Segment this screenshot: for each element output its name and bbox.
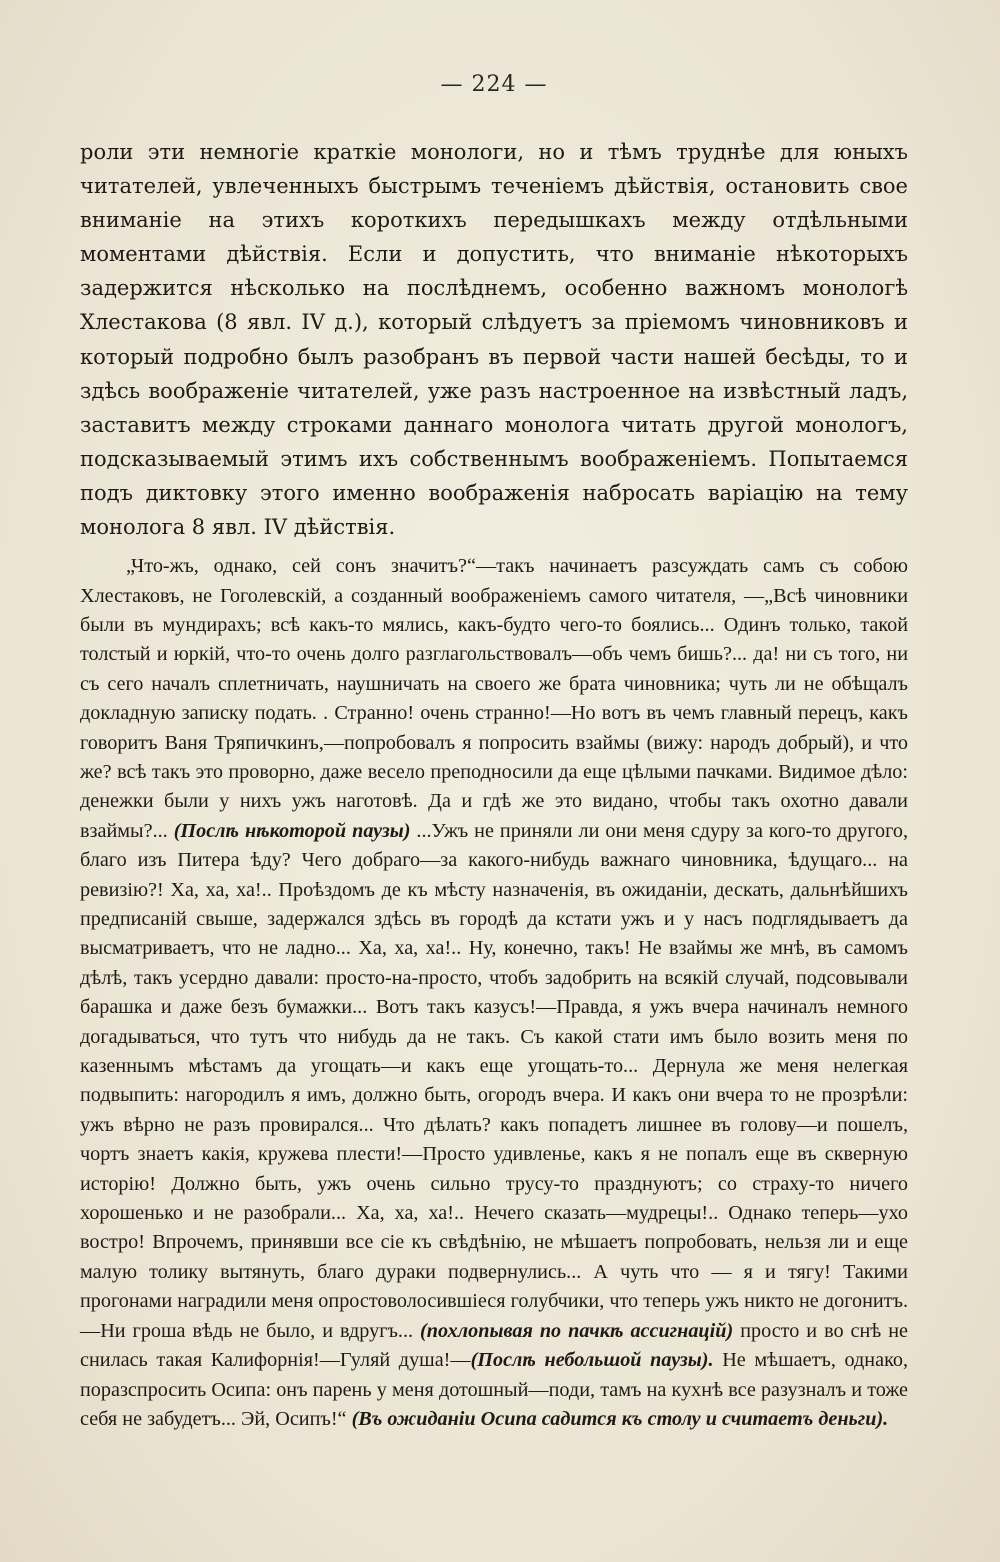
stage-remark-2: (похлопывая по пачкѣ ассигнацій) [420,1319,734,1342]
monologue-text-1: „Что-жъ, однако, сей сонъ значитъ?“—такъ начинаетъ разсуждать самъ съ собою Хлестаковъ, не Гоголевскій, а созданный воображеніемъ самого читателя, —„Всѣ чиновники были въ мундирахъ; всѣ какъ-то мялись, какъ-будто чего-то боялись... Одинъ только, такой толстый и юркій, что-то очень долго разглагольствовалъ—объ чемъ бишь?... да! ни съ того, ни съ сего началъ сплетничать, наушничать на своего же брата чиновника; чуть ли не обѣщалъ докладную записку подать. . Странно! очень странно!—Но вотъ въ чемъ главный перецъ, какъ говоритъ Ваня Тряпичкинъ,—попробовалъ я попросить взаймы (вижу: народъ добрый), и что же? всѣ такъ это проворно, даже весело преподносили да еще цѣлыми пачками. Видимое дѣло: денежки были у нихъ ужъ наготовѣ. Да и гдѣ же это видано, чтобы такъ охотно давали взаймы?... [80,555,908,842]
page-number: — 224 — [440,72,548,97]
monologue-text-4: Не мѣшаетъ, однако, поразспросить Осипа: онъ парень у меня дотошный—поди, тамъ на кухнѣ все разузналъ и тоже себя не забудетъ... Эй, Осипъ!“ [80,1349,908,1430]
monologue-text-2: ...Ужъ не приняли ли они меня сдуру за кого-то другого, благо изъ Питера ѣду? Чего добраго—за какого-нибудь важнаго чиновника, ѣдущаго... на ревизію?! Ха, ха, ха!.. Проѣздомъ де къ мѣсту назначенія, въ ожиданіи, дескать, дальнѣйшихъ предписаній свыше, задержался здѣсь въ городѣ да кстати ужъ и у насъ подглядываетъ да высматриваетъ, что не ладно... Ха, ха, ха!.. Ну, конечно, такъ! Не взаймы же мнѣ, въ самомъ дѣлѣ, такъ усердно давали: просто-на-просто, чтобъ задобрить на всякій случай, подсовывали барашка и даже безъ бумажки... Вотъ такъ казусъ!—Правда, я ужъ вчера начиналъ немного догадываться, что тутъ что нибудь да не такъ. Съ какой стати имъ было возить меня по казеннымъ мѣстамъ да угощать—и какъ еще угощать-то... Дернула же меня нелегкая подвыпить: нагородилъ я имъ, должно быть, огородъ вчера. И какъ они вчера то не прозрѣли: ужъ вѣрно не разъ провирался... Что дѣлать? какъ попадетъ лишнее въ голову—и пошелъ, чортъ знаетъ какія, кружева плести!—Просто удивленье, какъ я не попалъ еще въ скверную исторію! Должно быть, ужъ очень сильно трусу-то празднуютъ; со страху-то ничего хорошенько и не разобрали... Ха, ха, ха!.. Нечего сказать—мудрецы!.. Однако теперь—ухо востро! Впрочемъ, принявши все сіе къ свѣдѣнію, не мѣшаетъ попробовать, нельзя ли и еще малую толику вытянуть, благо дураки подвернулись... А чуть что — я и тягу! Такими прогонами наградили меня опростоволосившіеся голубчики, что теперь ужъ никто не догонитъ.—Ни гроша вѣдь не было, и вдругъ... [80,819,908,1342]
stage-remark-3: (Послѣ небольшой паузы). [470,1349,714,1372]
stage-remark-1: (Послѣ нѣкоторой паузы) [173,819,411,842]
lead-paragraph: роли эти немногіе краткіе монологи, но и тѣмъ труднѣе для юныхъ читателей, увлеченныхъ быстрымъ теченіемъ дѣйствія, остановить свое вниманіе на этихъ короткихъ передышкахъ между отдѣльными моментами дѣйствія. Если и допустить, что вниманіе нѣкоторыхъ задержится нѣсколько на послѣднемъ, особенно важномъ монологѣ Хлестакова (8 явл. IV д.), который слѣдуетъ за пріемомъ чиновниковъ и который подробно былъ разобранъ въ первой части нашей бесѣды, то и здѣсь воображеніе читателей, уже разъ настроенное на извѣстный ладъ, заставитъ между строками даннаго монолога читать другой монологъ, подсказываемый этимъ ихъ собственнымъ воображеніемъ. Попытаемся подъ диктовку этого именно воображенія набросать варіацію на тему монолога 8 явл. IV дѣйствія. [80,140,908,540]
stage-remark-4: (Въ ожиданіи Осипа садится къ столу и считаетъ деньги). [351,1407,889,1430]
monologue-paragraph [80,552,908,1434]
monologue-text-3: просто и во снѣ не снилась такая Калифорнія!—Гуляй душа!— [80,1319,908,1372]
